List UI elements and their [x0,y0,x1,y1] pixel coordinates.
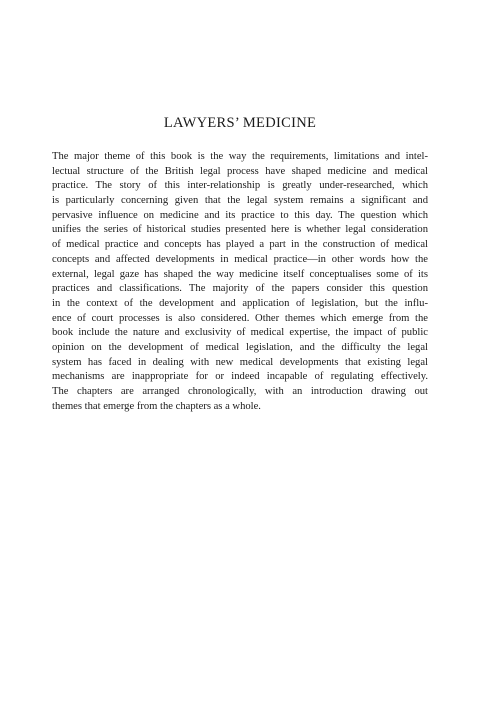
paragraph-line: practice. The story of this inter-relationship is greatly under-researched, which [52,180,428,192]
paragraph-line: unifies the series of historical studies presented here is whether legal consideration [52,224,428,236]
paragraph-line: ence of court processes is also considered. Other themes which emerge from the [52,312,428,324]
paragraph-line: lectual structure of the British legal process have shaped medicine and medical [52,165,428,177]
paragraph-line: themes that emerge from the chapters as a whole. [52,400,261,412]
paragraph-line: concepts and affected developments in medical practice—in other words how the [52,253,428,265]
page-title: LAWYERS’ MEDICINE [163,115,317,131]
body-paragraph [52,150,428,414]
paragraph-line: external, legal gaze has shaped the way medicine itself conceptualises some of its [52,268,428,280]
paragraph-line: is particularly concerning given that the legal system remains a significant and [52,195,428,207]
paragraph-line: system has faced in dealing with new medical developments that existing legal [52,356,428,368]
paragraph-line: book include the nature and exclusivity of medical expertise, the impact of public [52,327,428,339]
paragraph-line: practices and classifications. The majority of the papers consider this question [52,283,428,295]
paragraph-line: The major theme of this book is the way the requirements, limitations and intel- [52,151,428,162]
paragraph-line: in the context of the development and application of legislation, but the influ- [52,297,428,309]
paragraph-line: pervasive influence on medicine and its practice to this day. The question which [52,209,428,221]
paragraph-line: mechanisms are inappropriate for or indeed incapable of regulating effectively. [52,371,428,383]
paragraph-line: of medical practice and concepts has played a part in the construction of medical [52,239,428,251]
paragraph-line: opinion on the development of medical legislation, and the difficulty the legal [52,341,428,353]
paragraph-line: The chapters are arranged chronologically, with an introduction drawing out [52,386,428,397]
